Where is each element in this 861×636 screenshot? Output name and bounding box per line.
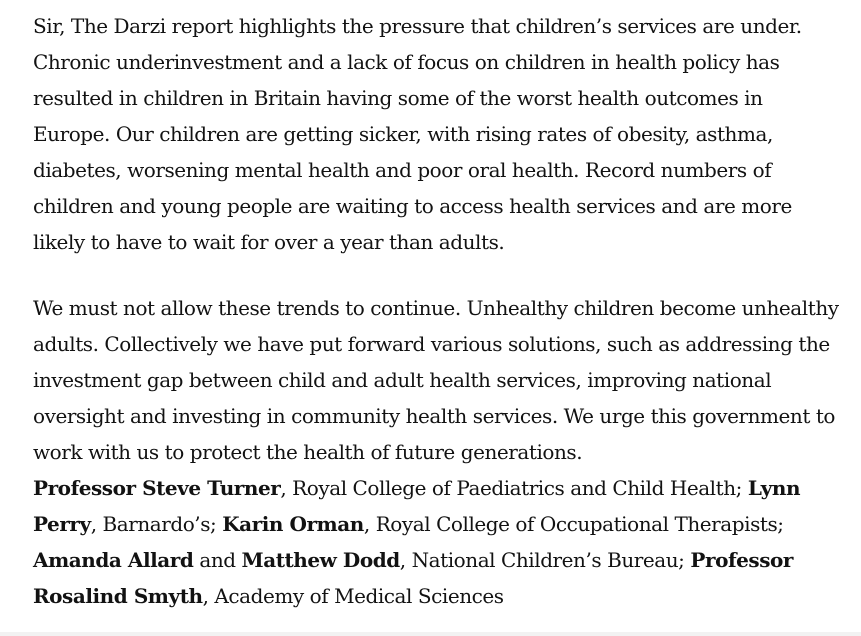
- letter-paragraph-1: Sir, The Darzi report highlights the pressure that children’s services are under. Chronic underinvestment and a lack of focus on children in health policy has resulted in children in Britain having some of the worst health outcomes in Europe. Our children are getting sicker, with rising rates of obesity, asthma, diabetes, worsening mental health and poor oral health. Record numbers of children and young people are waiting to access health services and are more likely to have to wait for over a year than adults.: [33, 14, 802, 254]
- signatory-name: Amanda Allard: [33, 548, 194, 572]
- letter-paragraph-2-text: We must not allow these trends to continue. Unhealthy children become unhealthy adults. Collectively we have put forward various solutions, such as addressing the investment gap between child and adult health services, improving national oversight and investing in community health services. We urge this government to work with us to protect the health of future generations.: [33, 296, 839, 464]
- letter-paragraph-2: [33, 290, 843, 614]
- signatory-name: Karin Orman: [222, 512, 364, 536]
- signatory-organisation: , Royal College of Paediatrics and Child Health;: [280, 476, 748, 500]
- signatory-joiner: and: [193, 548, 242, 572]
- signatory-organisation: , Barnardo’s;: [90, 512, 223, 536]
- signatory-name: Lynn Perry: [33, 476, 801, 536]
- signatory-organisation: , Academy of Medical Sciences: [202, 584, 504, 608]
- letter-body: [33, 8, 843, 614]
- signatory-name: Professor Steve Turner: [33, 476, 281, 500]
- signatories: [33, 476, 800, 608]
- signatory-name: Professor Rosalind Smyth: [33, 548, 793, 608]
- bottom-divider: [0, 632, 861, 636]
- signatory-organisation: , Royal College of Occupational Therapists;: [363, 512, 784, 536]
- signatory-organisation: , National Children’s Bureau;: [399, 548, 691, 572]
- signatory-name: Matthew Dodd: [241, 548, 400, 572]
